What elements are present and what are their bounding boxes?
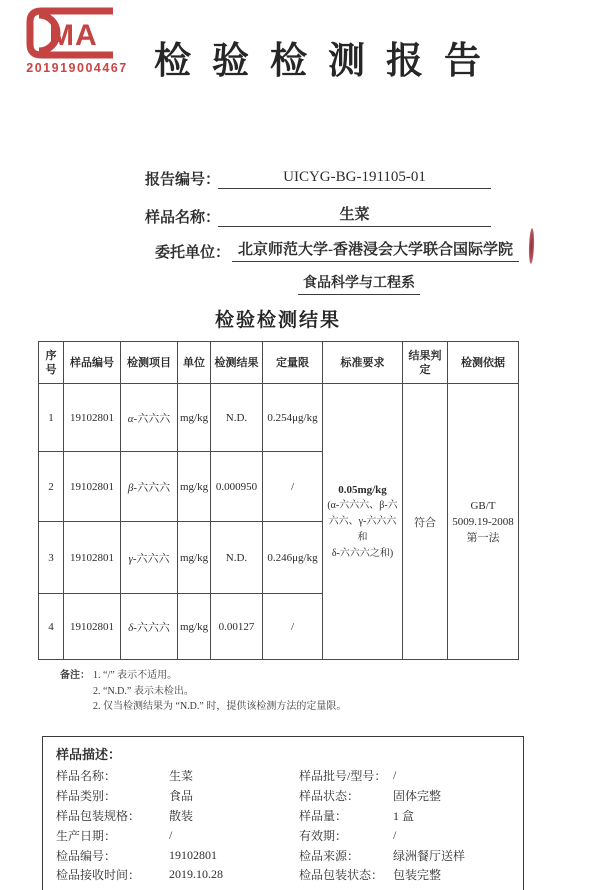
- cell-loq: /: [263, 452, 323, 522]
- client-value-line1: 北京师范大学-香港浸会大学联合国际学院: [232, 238, 519, 262]
- cell-unit: mg/kg: [178, 384, 211, 452]
- results-section-title: 检验检测结果: [214, 310, 341, 331]
- desc-row: [43, 825, 523, 845]
- cell-item: [121, 594, 178, 660]
- desc-row: [43, 845, 523, 865]
- item-greek: α-: [127, 412, 138, 425]
- item-name: 六六六: [136, 552, 170, 565]
- method-line: 5009.19-2008: [452, 515, 514, 528]
- col-method: 检测依据: [448, 342, 519, 384]
- desc-value: 食品: [169, 789, 194, 804]
- item-name: 六六六: [137, 481, 171, 494]
- desc-label: 样品量：: [299, 808, 348, 823]
- desc-label: 检品编号：: [56, 848, 117, 863]
- desc-value: 固体完整: [393, 789, 442, 804]
- cell-method: [448, 384, 519, 660]
- cell-judgement: 符合: [403, 384, 448, 660]
- sample-description-box: [42, 736, 524, 890]
- cell-loq: 0.246μg/kg: [263, 522, 323, 594]
- cell-item: [121, 522, 178, 594]
- cell-result: N.D.: [211, 384, 263, 452]
- item-greek: γ-: [128, 552, 137, 565]
- desc-label: 样品状态：: [299, 789, 360, 804]
- desc-label: 样品批号/型号：: [299, 769, 387, 784]
- desc-label: 样品类别：: [56, 789, 117, 804]
- report-no-value: UICYG-BG-191105-01: [218, 169, 491, 189]
- col-sample-no: 样品编号: [64, 342, 121, 384]
- table-row: [39, 384, 519, 452]
- desc-value: 绿洲餐厅送样: [393, 848, 466, 863]
- red-pen-mark: [528, 228, 534, 264]
- item-name: 六六六: [137, 412, 171, 425]
- sample-name-value: 生菜: [218, 203, 491, 227]
- desc-label: 检品来源：: [299, 848, 360, 863]
- sample-description-title: 样品描述：: [56, 747, 122, 762]
- item-greek: β-: [127, 481, 138, 494]
- cell-sample-no: 19102801: [64, 594, 121, 660]
- desc-value: 包装完整: [393, 868, 442, 883]
- sample-name-row: [145, 203, 491, 227]
- item-greek: δ-: [128, 621, 137, 634]
- desc-row: [43, 786, 523, 806]
- desc-value: 19102801: [169, 847, 217, 862]
- cma-logo-icon: [25, 6, 129, 60]
- desc-label: 生产日期：: [56, 828, 117, 843]
- cell-item: [121, 452, 178, 522]
- notes-label: 备注：: [60, 670, 90, 681]
- col-loq: 定量限: [263, 342, 323, 384]
- client-value-line2: 食品科学与工程系: [298, 272, 420, 295]
- cell-unit: mg/kg: [178, 452, 211, 522]
- page-title: 检验检测报告: [154, 41, 502, 82]
- report-no-label: 报告编号：: [145, 172, 221, 188]
- notes: [60, 668, 346, 715]
- desc-label: 有效期：: [299, 828, 348, 843]
- cma-stamp-number: 201919004467: [26, 61, 128, 75]
- cell-seq: 4: [39, 594, 64, 660]
- desc-row: [43, 806, 523, 826]
- cell-result: 0.00127: [211, 594, 263, 660]
- standard-line: 六六、γ-六六六和: [328, 515, 397, 543]
- desc-value: 生菜: [169, 769, 194, 784]
- standard-line: δ-六六六之和): [331, 547, 394, 559]
- cell-loq: 0.254μg/kg: [263, 384, 323, 452]
- cell-sample-no: 19102801: [64, 384, 121, 452]
- results-table: [38, 341, 519, 660]
- desc-label: 样品名称：: [56, 769, 117, 784]
- desc-value: /: [169, 827, 173, 842]
- col-seq: 序号: [39, 342, 64, 384]
- desc-label: 检品包装状态：: [299, 868, 384, 883]
- client-label: 委托单位：: [155, 245, 231, 261]
- note-line: 2. 仅当检测结果为 “N.D.” 时，提供该检测方法的定量限。: [93, 701, 347, 712]
- desc-label: 样品包装规格：: [56, 808, 141, 823]
- cma-stamp-letters: MA: [49, 19, 98, 52]
- report-no-row: [145, 168, 491, 192]
- desc-value: 1 盒: [393, 808, 415, 823]
- col-judgement: 结果判定: [403, 342, 448, 384]
- client-row: [155, 238, 519, 262]
- cell-result: 0.000950: [211, 452, 263, 522]
- cell-item: [121, 384, 178, 452]
- cell-seq: 2: [39, 452, 64, 522]
- method-line: GB/T: [470, 499, 496, 512]
- cell-sample-no: 19102801: [64, 522, 121, 594]
- desc-row: [43, 865, 523, 885]
- standard-line: 0.05mg/kg: [338, 483, 387, 496]
- item-name: 六六六: [136, 621, 170, 634]
- method-line: 第一法: [466, 531, 500, 544]
- col-item: 检测项目: [121, 342, 178, 384]
- desc-value: 2019.10.28: [169, 867, 223, 882]
- desc-value: 散装: [169, 808, 194, 823]
- sample-name-label: 样品名称：: [145, 210, 221, 226]
- desc-value: /: [393, 768, 397, 783]
- cma-stamp: [18, 6, 136, 75]
- cell-standard-requirement: [323, 384, 403, 660]
- cell-seq: 1: [39, 384, 64, 452]
- standard-line: (α-六六六、β-六: [327, 499, 398, 511]
- cell-sample-no: 19102801: [64, 452, 121, 522]
- results-header-row: [39, 342, 519, 384]
- desc-row: [43, 766, 523, 786]
- note-line: 2. “N.D.” 表示未检出。: [93, 685, 194, 697]
- cell-loq: /: [263, 594, 323, 660]
- cell-result: N.D.: [211, 522, 263, 594]
- desc-label: 检品接收时间：: [56, 868, 141, 883]
- col-standard: 标准要求: [323, 342, 403, 384]
- cell-unit: mg/kg: [178, 594, 211, 660]
- desc-value: /: [393, 827, 397, 842]
- note-line: 1. “/” 表示不适用。: [93, 670, 178, 681]
- col-result: 检测结果: [211, 342, 263, 384]
- cell-unit: mg/kg: [178, 522, 211, 594]
- client-row-line2: [298, 272, 420, 296]
- cell-seq: 3: [39, 522, 64, 594]
- col-unit: 单位: [178, 342, 211, 384]
